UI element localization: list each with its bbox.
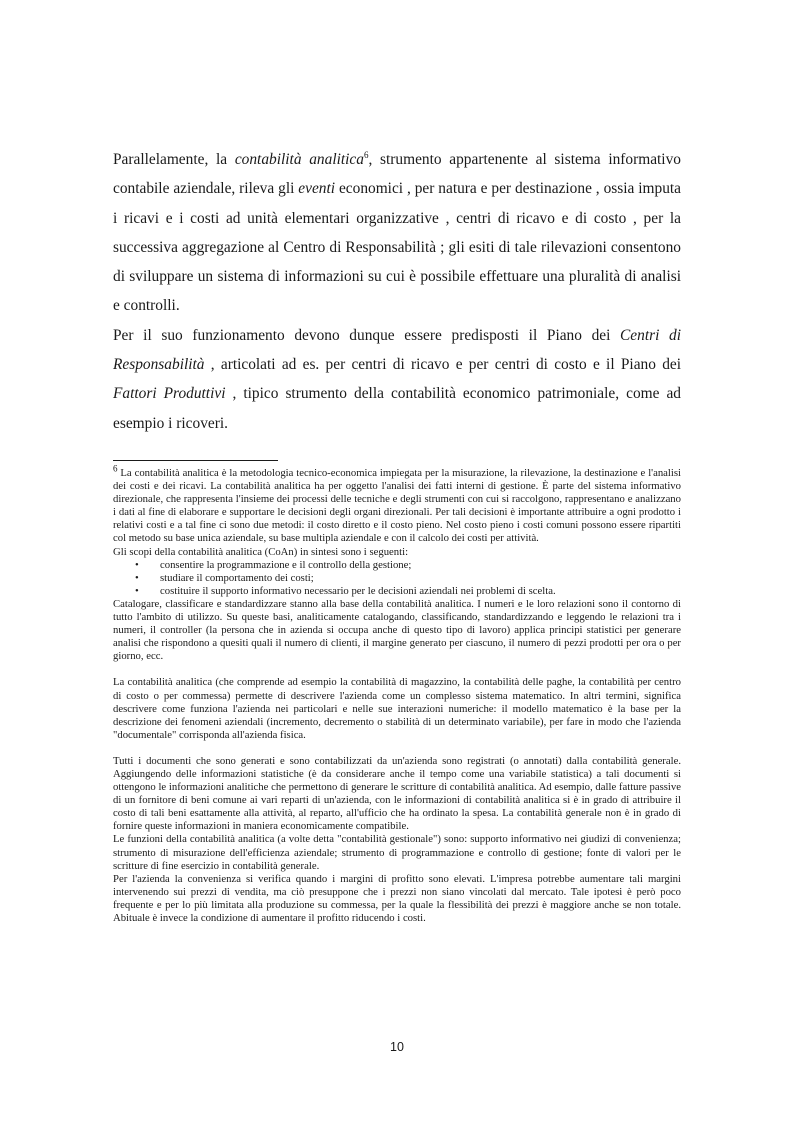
list-item [113,585,681,598]
footnote-paragraph: Le funzioni della contabilità analitica (a volte detta "contabilità gestionale") sono: supporto informativo nei giudizi di convenienza; strumento di misurazione dell'efficienza aziendale; strumento di programmazione e controllo di gestione; fonte di valori per le scritture di fine esercizio in contabilità generale. [113,833,681,872]
paragraph-1 [113,145,681,321]
list-item [113,559,681,572]
text-run: , articolati ad es. per centri di ricavo e per centri di costo e il Piano dei [204,356,681,374]
bullet-icon: • [135,558,139,571]
bullet-icon: • [135,584,139,597]
footnote-paragraph: Gli scopi della contabilità analitica (CoAn) in sintesi sono i seguenti: [113,545,409,558]
footnote-paragraph: La contabilità analitica (che comprende ad esempio la contabilità di magazzino, la contabilità delle paghe, la contabilità per centro di costo o per commessa) permette di descrivere l'azienda come un complesso sistema matematico. In altri termini, significa descrivere come funziona l'azienda nei particolari e nelle sue interazioni numeriche: il modello matematico è la base per la descrizione dei fenomeni aziendali (incremento, decremento o stabilità di un determinato variabile), per fare in modo che l'azienda "documentale" corrisponda all'azienda fisica. [113,676,681,741]
text-run: , tipico strumento della contabilità economico patrimoniale, come ad esempio i ricoveri. [113,385,681,432]
footnote-paragraph: Catalogare, classificare e standardizzare stanno alla base della contabilità analitica. I numeri e le loro relazioni sono il contorno di tutto l'ambito di utilizzo. Su queste basi, analiticamente catalogando, classificando, standardizzando e leggendo le relazioni tra i numeri, il controller (la persona che in azienda si occupa anche di questo tipo di lavoro) applica principi statistici per generare analisi che rispondono a quesiti quali il numero di clienti, il margine generato per ciascuno, il numero di pezzi prodotti per ora o per giorno, ecc. [113,597,681,663]
page-number: 10 [390,1040,404,1054]
italic-term: eventi [298,180,336,198]
paragraph-2 [113,321,681,438]
text-run: Per il suo funzionamento devono dunque essere predisposti il Piano dei [113,326,621,344]
list-item-text: consentire la programmazione e il controllo della gestione; [160,558,412,571]
text-run: Parallelamente, la [113,151,235,168]
text-run: , strumento appartenente al sistema informativo contabile aziendale, rileva gli [113,151,681,198]
footnote-text: La contabilità analitica è la metodologia tecnico-economica impiegata per la misurazione, la rilevazione, la destinazione e l'analisi dei costi e dei ricavi. La contabilità analitica ha per oggetto l'analisi dei fatti interni di gestione. È parte del sistema informativo direzionale, che rappresenta l'insieme dei processi delle tecniche e degli strumenti con cui si raccolgono, rappresentano e analizzano i dati al fine di elaborare e supportare le decisioni degli organi direzionali. Per tali decisioni è importante attribuire a ogni prodotto i relativi costi e a tal fine ci sono due metodi: il costo diretto e il costo pieno. Nel costo pieno i costi comuni possono essere ripartiti col metodo su base unica aziendale, su base multipla aziendale e con il calcolo dei costi per attività. [113,467,681,545]
footnotes [113,463,681,925]
footnote-paragraph: Per l'azienda la convenienza si verifica quando i margini di profitto sono elevati. L'impresa potrebbe aumentare tali margini intervenendo sui prezzi di vendita, ma ciò presuppone che i prezzi non siano vincolati dal mercato. Tale ipotesi è però poco frequente e per lo più limitata alla produzione su commessa, per la quale la flessibilità dei prezzi è maggiore anche se non totale. Abituale è invece la condizione di aumentare il profitto riducendo i costi. [113,872,681,924]
text-run: economici , per natura e per destinazione , ossia imputa i ricavi e i costi ad unità elementari organizzative , centri di ricavo e di costo , per la successiva aggregazione al Centro di Responsabilità ; gli esiti di tale rilevazioni consentono di sviluppare un sistema di informazioni su cui è possibile effettuare una pluralità di analisi e controlli. [113,180,682,315]
bullet-icon: • [135,571,139,584]
footnote-paragraph [113,463,681,546]
footnote-number: 6 [113,463,118,474]
footnote-reference[interactable]: 6 [363,149,369,160]
italic-term: Centri di Responsabilità [113,326,681,374]
list-item [113,572,681,585]
footnote-paragraph: Tutti i documenti che sono generati e sono contabilizzati da un'azienda sono registrati (o annotati) dalla contabilità generale. Aggiungendo delle informazioni statistiche (è da considerare anche il tempo come una variabile statistica) a tali documenti si ottengono le informazioni analitiche che permettono di generare le scritture di contabilità analitica. Ad esempio, dalle fatture passive di un fornitore di beni comune ai vari reparti di un'azienda, con le informazioni di contabilità analitica si è in grado di attribuire il costo di tali beni esattamente alla attività, al reparto, all'ufficio che ha ordinato la spesa. La contabilità generale non è in grado di fornire queste informazioni in maniera economicamente compatibile. [113,754,681,833]
italic-term: contabilità analitica [234,151,364,168]
footnote-separator [113,460,278,461]
main-text [113,145,681,438]
footnote-bullet-list [113,559,681,598]
italic-term: Fattori Produttivi [113,385,226,403]
list-item-text: costituire il supporto informativo necessario per le decisioni aziendali nei problemi di scelta. [160,584,556,597]
list-item-text: studiare il comportamento dei costi; [160,571,314,584]
